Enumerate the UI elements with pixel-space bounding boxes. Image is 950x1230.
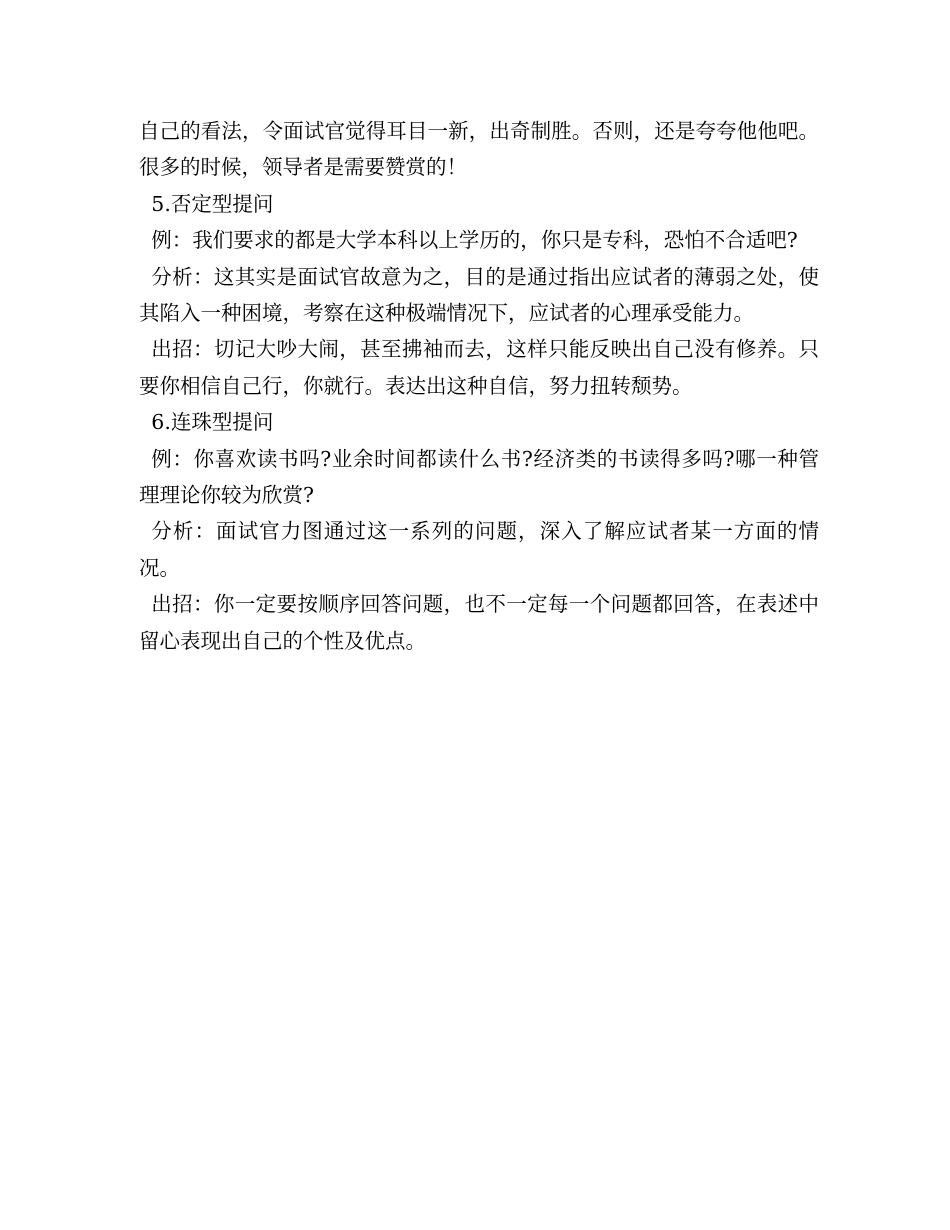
document-body: [139, 113, 819, 659]
paragraph-strategy: 出招：你一定要按顺序回答问题，也不一定每一个问题都回答，在表述中留心表现出自己的个性及优点。: [139, 592, 819, 653]
paragraph-analysis: 分析：面试官力图通过这一系列的问题，深入了解应试者某一方面的情况。: [139, 519, 819, 580]
paragraph-continuation: 自己的看法，令面试官觉得耳目一新，出奇制胜。否则，还是夸夸他他吧。很多的时候，领导者是需要赞赏的！: [139, 119, 819, 180]
paragraph-example: 例：我们要求的都是大学本科以上学历的，你只是专科，恐怕不合适吧?: [151, 228, 798, 253]
section-heading-negative-questions: 5.否定型提问: [151, 191, 274, 216]
paragraph-example: 例：你喜欢读书吗?业余时间都读什么书?经济类的书读得多吗?哪一种管理理论你较为欣赏?: [139, 446, 819, 508]
paragraph-analysis: 分析：这其实是面试官故意为之，目的是通过指出应试者的薄弱之处，使其陷入一种困境，考察在这种极端情况下，应试者的心理承受能力。: [139, 264, 819, 326]
section-heading-chain-questions: 6.连珠型提问: [151, 410, 274, 435]
paragraph-strategy: 出招：切记大吵大闹，甚至拂袖而去，这样只能反映出自己没有修养。只要你相信自己行，你就行。表达出这种自信，努力扭转颓势。: [139, 337, 819, 398]
